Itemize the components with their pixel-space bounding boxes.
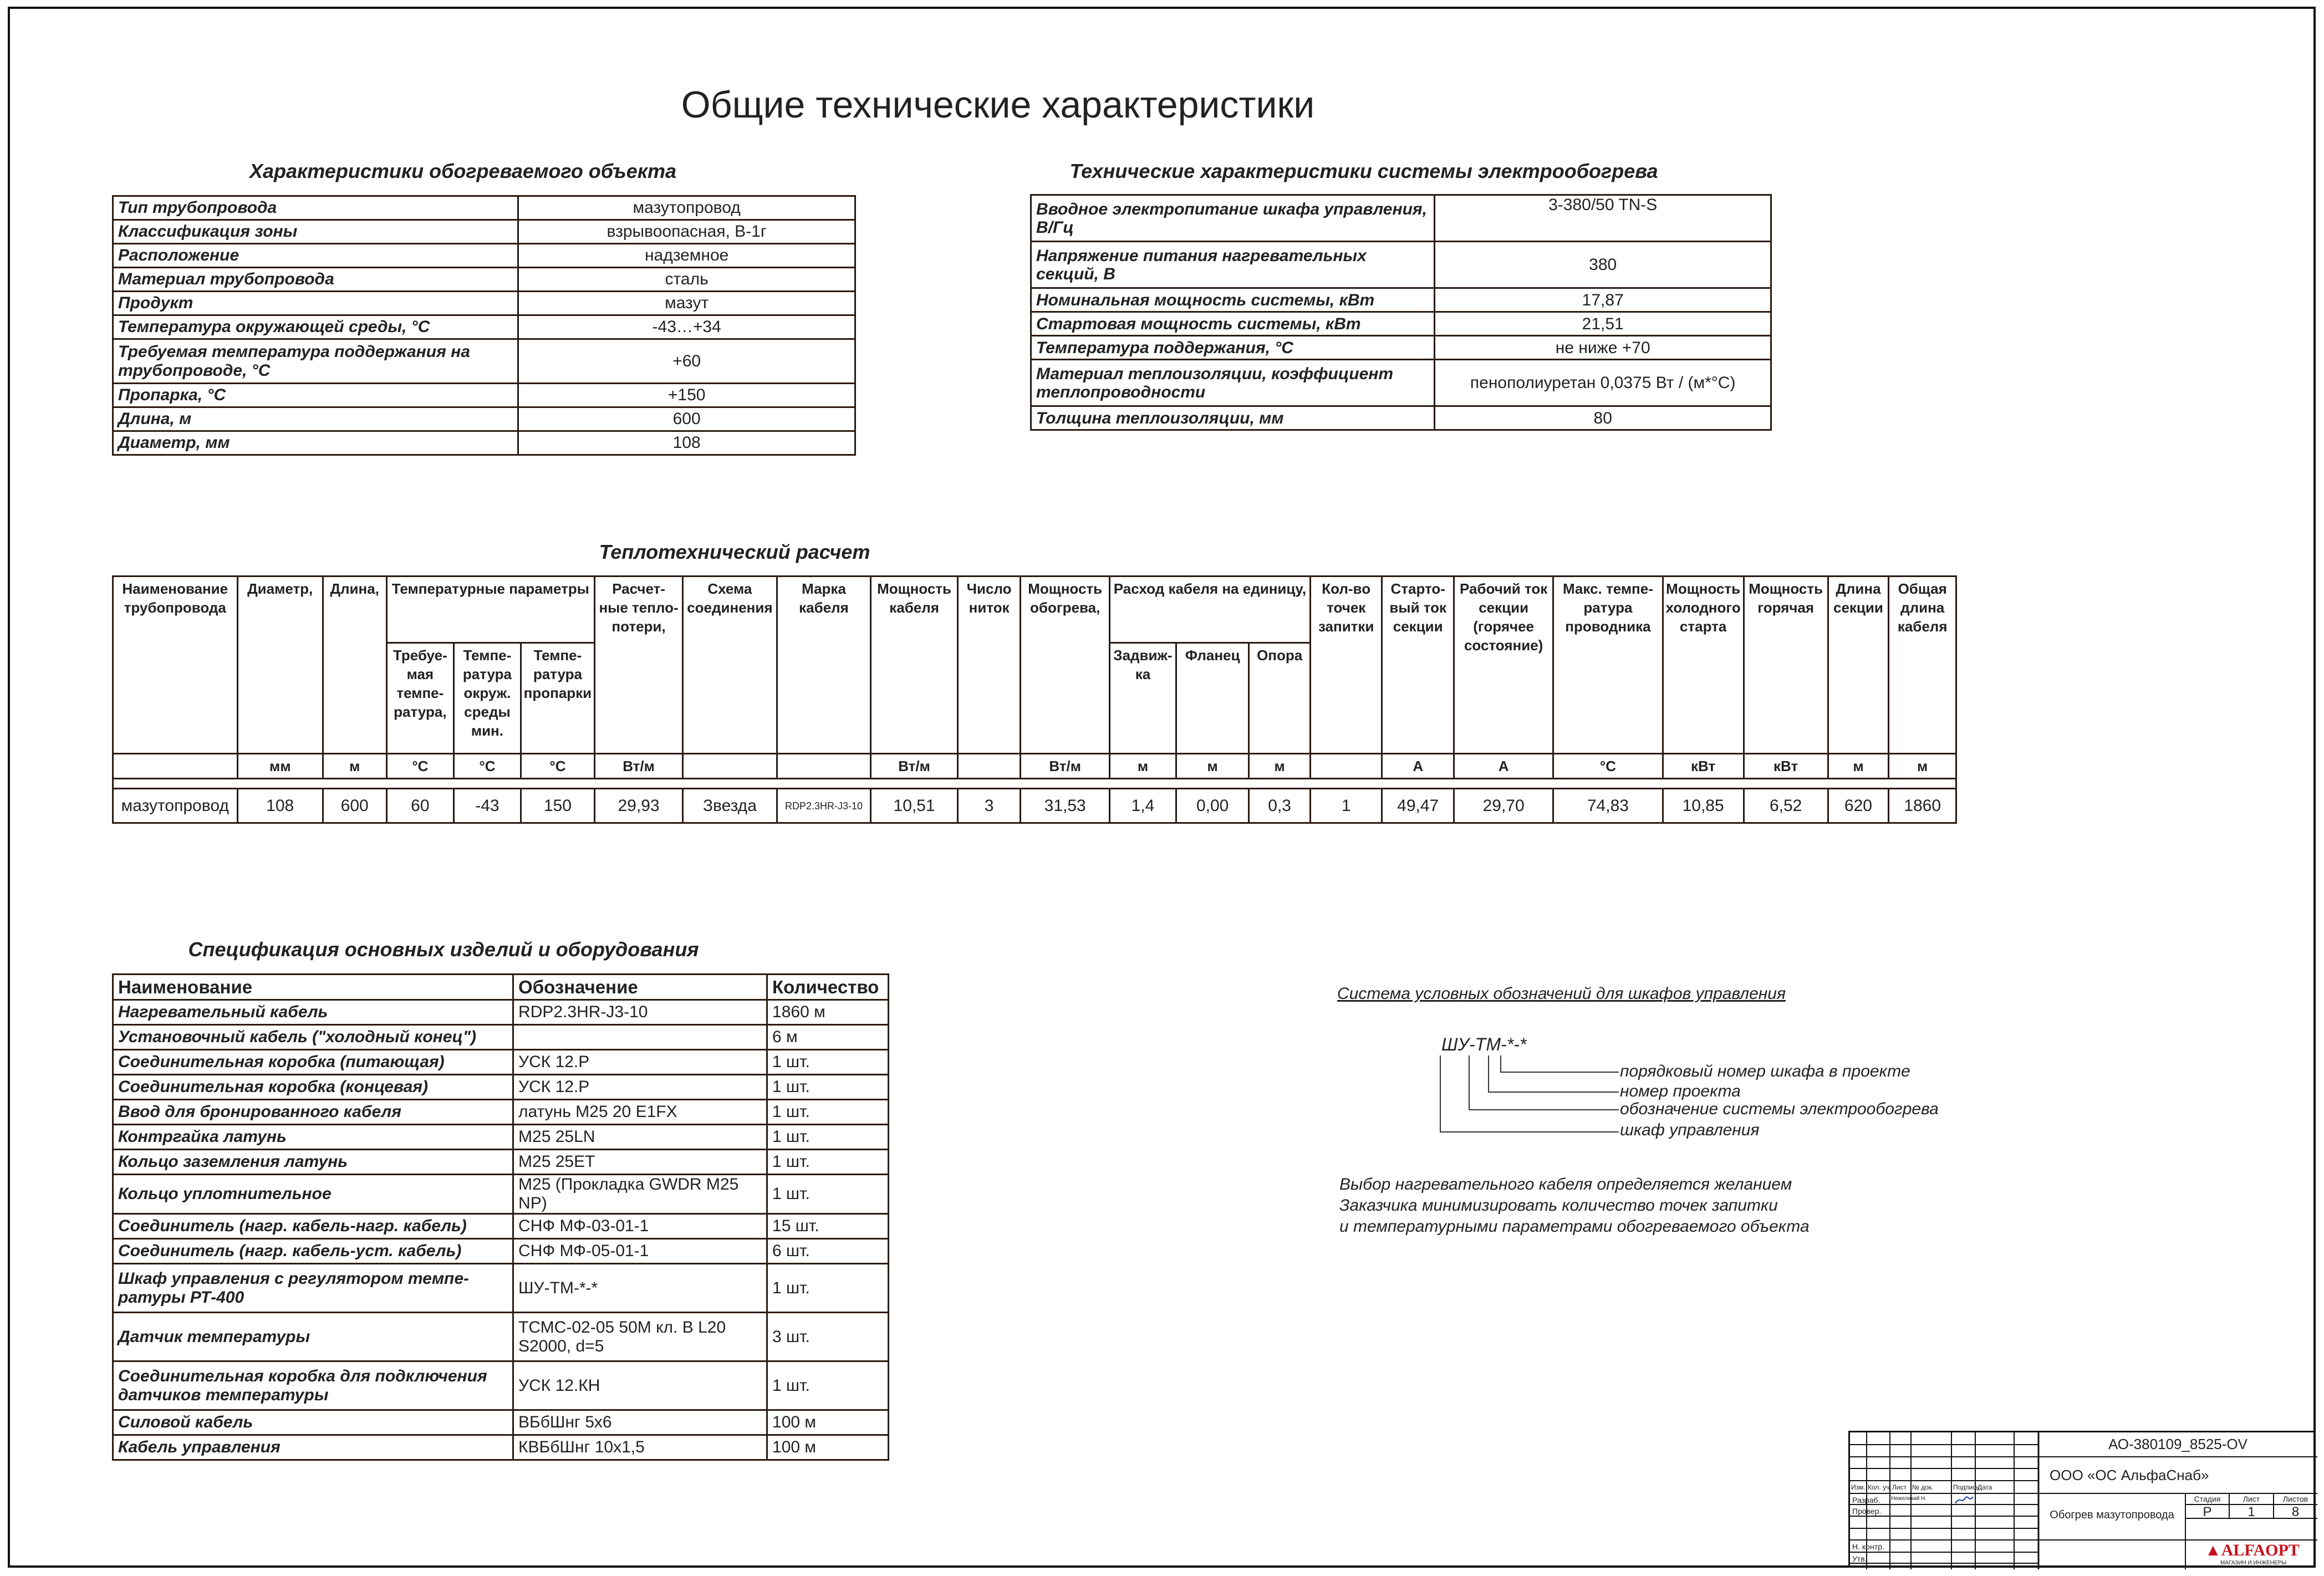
u-work-cur: А [1454, 754, 1553, 779]
table-row [113, 315, 855, 339]
u-threads [957, 754, 1020, 779]
spec-code: M25 25ET [513, 1150, 767, 1175]
table-row [113, 220, 855, 244]
row-value: надземное [518, 244, 855, 268]
row-value: не ниже +70 [1435, 336, 1771, 360]
table-row [113, 1175, 889, 1214]
cell-flange: 0,00 [1176, 789, 1248, 823]
spec-qty: 1860 м [767, 1000, 889, 1025]
legend-note-1: Выбор нагревательного кабеля определяется желанием [1339, 1175, 1792, 1194]
cell-start-cur: 49,47 [1382, 789, 1454, 823]
spec-name: Нагревательный кабель [113, 1000, 513, 1025]
cell-work-cur: 29,70 [1454, 789, 1553, 823]
row-value: 17,87 [1435, 288, 1771, 312]
h-brand: Марка кабеля [777, 577, 870, 754]
row-value: 380 [1435, 242, 1771, 288]
legend-leader-lines [1436, 1053, 1624, 1142]
row-label: Материал трубопровода [113, 268, 518, 292]
table-row [113, 1361, 889, 1410]
u-sec-len: м [1828, 754, 1889, 779]
object-heading: Характеристики обогреваемого объекта [249, 160, 677, 182]
h-work-cur: Рабочий ток секции (горячее состояние) [1454, 577, 1553, 754]
row-value: 3-380/50 TN-S [1435, 195, 1771, 242]
spec-name: Кабель управления [113, 1435, 513, 1460]
spec-name: Соединитель (нагр. кабель-нагр. кабель) [113, 1214, 513, 1239]
spec-name: Датчик температуры [113, 1313, 513, 1361]
col-izm: Изм. [1851, 1483, 1866, 1491]
cell-threads: 3 [957, 789, 1020, 823]
row-value: 108 [518, 431, 855, 455]
col-doc: № док. [1912, 1483, 1934, 1491]
cell-hot: 6,52 [1744, 789, 1828, 823]
cell-cpow: 10,51 [871, 789, 958, 823]
table-row [113, 1214, 889, 1239]
spec-code: УСК 12.КН [513, 1361, 767, 1410]
spec-name: Соединительная коробка для подключения датчиков температуры [113, 1361, 513, 1410]
u-scheme [682, 754, 777, 779]
table-row [113, 339, 855, 384]
spec-qty: 1 шт. [767, 1150, 889, 1175]
table-row [113, 1410, 889, 1435]
spec-code: УСК 12.Р [513, 1050, 767, 1075]
row-value: мазут [518, 292, 855, 315]
object-table [112, 195, 856, 456]
spec-code: латунь M25 20 E1FX [513, 1100, 767, 1125]
table-row [113, 1313, 889, 1361]
row-label: Диаметр, мм [113, 431, 518, 455]
legend-item-1: порядковый номер шкафа в проекте [1620, 1062, 1910, 1080]
table-row [1031, 312, 1771, 336]
spec-code: СНФ МФ-05-01-1 [513, 1239, 767, 1264]
spec-code [513, 1025, 767, 1050]
u-support: м [1249, 754, 1311, 779]
h-points: Кол-во точек запитки [1310, 577, 1382, 754]
logo-text: ALFAOPT [2221, 1541, 2300, 1559]
spec-name: Контргайка латунь [113, 1125, 513, 1150]
col-kol: Кол. уч. [1868, 1483, 1892, 1491]
spec-code: RDP2.3HR-J3-10 [513, 1000, 767, 1025]
u-len: м [323, 754, 386, 779]
u-points [1310, 754, 1382, 779]
spec-code: M25 (Прокладка GWDR M25 NP) [513, 1175, 767, 1214]
table-row [113, 1025, 889, 1050]
spec-code: УСК 12.Р [513, 1075, 767, 1100]
row-value: -43…+34 [518, 315, 855, 339]
u-max-t: °С [1553, 754, 1663, 779]
u-valve: м [1109, 754, 1176, 779]
table-row [113, 1125, 889, 1150]
cell-total: 1860 [1889, 789, 1956, 823]
company-name: ООО «ОС АльфаСнаб» [2050, 1467, 2209, 1483]
u-flange: м [1176, 754, 1248, 779]
stage-value: Р [2203, 1504, 2212, 1519]
table-row [113, 1239, 889, 1264]
row-label: Напряжение питания нагревательных секций, В [1031, 242, 1435, 288]
u-t-steam: °С [521, 754, 595, 779]
h-cold: Мощность холодного старта [1663, 577, 1744, 754]
h-hpow: Мощность обогрева, [1021, 577, 1110, 754]
cell-t-env: -43 [454, 789, 521, 823]
spec-col-qty: Количество [767, 975, 889, 1000]
h-support: Опора [1249, 643, 1311, 754]
developer-name: Нежелякий Н. [1891, 1496, 1927, 1502]
sheets-value: 8 [2291, 1504, 2300, 1519]
cell-len: 600 [323, 789, 386, 823]
u-cold: кВт [1663, 754, 1744, 779]
page-title: Общие технические характеристики [681, 84, 1315, 126]
spec-code: ШУ-ТМ-*-* [513, 1264, 767, 1313]
row-label: Вводное электропитание шкафа управления, В/Гц [1031, 195, 1435, 242]
calc-table [112, 575, 1957, 824]
logo-subtitle: МАГАЗИН И ИНЖЕНЕРЫ [2220, 1560, 2287, 1566]
spec-code: КВБбШнг 10х1,5 [513, 1435, 767, 1460]
h-cpow: Мощность кабеля [871, 577, 958, 754]
spec-code: ТСМС-02-05 50М кл. В L20 S2000, d=5 [513, 1313, 767, 1361]
spec-qty: 6 м [767, 1025, 889, 1050]
spec-qty: 1 шт. [767, 1050, 889, 1075]
u-t-req: °С [386, 754, 454, 779]
spec-name: Ввод для бронированного кабеля [113, 1100, 513, 1125]
spec-name: Силовой кабель [113, 1410, 513, 1435]
row-label: Температура окружающей среды, °С [113, 315, 518, 339]
spacer-row [113, 779, 1956, 789]
legend-item-4: шкаф управления [1620, 1121, 1760, 1139]
spec-col-code: Обозначение [513, 975, 767, 1000]
role-dev: Разраб. [1852, 1496, 1880, 1504]
table-row [1031, 195, 1771, 242]
h-valve: Задвиж- ка [1109, 643, 1176, 754]
table-row [113, 1435, 889, 1460]
row-label: Температура поддержания, °С [1031, 336, 1435, 360]
row-value: мазутопровод [518, 196, 855, 220]
role-check: Провер. [1852, 1507, 1882, 1516]
row-value: 80 [1435, 406, 1771, 430]
system-table [1030, 194, 1772, 431]
u-name [113, 754, 238, 779]
doc-code: АО-380109_8525-OV [2108, 1436, 2247, 1452]
spec-qty: 3 шт. [767, 1313, 889, 1361]
row-value: +150 [518, 384, 855, 407]
table-row [1031, 288, 1771, 312]
table-row [113, 789, 1956, 823]
project-name: Обогрев мазутопровода [2050, 1509, 2174, 1521]
table-row [113, 268, 855, 292]
legend-code: ШУ-ТМ-*-* [1441, 1034, 1527, 1054]
sheets-label: Листов [2282, 1495, 2308, 1503]
spec-qty: 100 м [767, 1410, 889, 1435]
row-value: взрывоопасная, В-1г [518, 220, 855, 244]
h-t-req: Требуе- мая темпе- ратура, [386, 643, 454, 754]
row-label: Толщина теплоизоляции, мм [1031, 406, 1435, 430]
sheet-value: 1 [2247, 1504, 2255, 1519]
legend-note-2: Заказчика минимизировать количество точек запитки [1339, 1196, 1778, 1215]
h-name: Наименование трубопровода [113, 577, 238, 754]
calc-heading: Теплотехнический расчет [599, 540, 870, 563]
u-hpow: Вт/м [1021, 754, 1110, 779]
table-row [1031, 406, 1771, 430]
table-row [113, 1264, 889, 1313]
spec-qty: 100 м [767, 1435, 889, 1460]
table-row [1031, 336, 1771, 360]
row-value: 21,51 [1435, 312, 1771, 336]
h-flange: Фланец [1176, 643, 1248, 754]
spec-table [112, 973, 889, 1461]
sheet-label: Лист [2243, 1495, 2260, 1503]
col-list: Лист [1892, 1483, 1907, 1491]
role-approve: Утв. [1852, 1554, 1867, 1563]
cell-hpow: 31,53 [1021, 789, 1110, 823]
table-row [113, 244, 855, 268]
row-label: Требуемая температура поддержания на трубопроводе, °С [113, 339, 518, 384]
spec-heading: Спецификация основных изделий и оборудования [188, 938, 699, 961]
row-value: 600 [518, 407, 855, 431]
u-start-cur: А [1382, 754, 1454, 779]
row-value: пенополиуретан 0,0375 Вт / (м*°С) [1435, 360, 1771, 406]
spec-qty: 1 шт. [767, 1125, 889, 1150]
h-len: Длина, [323, 577, 386, 754]
h-t-steam: Темпе- ратура пропарки [521, 643, 595, 754]
table-row [113, 1150, 889, 1175]
h-loss: Расчет- ные тепло- потери, [595, 577, 683, 754]
cell-cold: 10,85 [1663, 789, 1744, 823]
cell-support: 0,3 [1249, 789, 1311, 823]
cell-max-t: 74,83 [1553, 789, 1663, 823]
cell-name: мазутопровод [113, 789, 238, 823]
u-diam: мм [237, 754, 323, 779]
spec-name: Кольцо заземления латунь [113, 1150, 513, 1175]
spec-name: Соединительная коробка (концевая) [113, 1075, 513, 1100]
h-max-t: Макс. темпе- ратура проводника [1553, 577, 1663, 754]
cell-brand: RDP2.3HR-J3-10 [777, 789, 870, 823]
table-row [1031, 360, 1771, 406]
col-sign: Подпись [1953, 1483, 1980, 1491]
cell-t-req: 60 [386, 789, 454, 823]
h-threads: Число ниток [957, 577, 1020, 754]
h-scheme: Схема соединения [682, 577, 777, 754]
h-start-cur: Старто- вый ток секции [1382, 577, 1454, 754]
cell-sec-len: 620 [1828, 789, 1889, 823]
table-row [113, 1050, 889, 1075]
row-value: +60 [518, 339, 855, 384]
table-row [1031, 242, 1771, 288]
h-cons: Расход кабеля на единицу, [1109, 577, 1310, 643]
u-total: м [1889, 754, 1956, 779]
spec-col-name: Наименование [113, 975, 513, 1000]
h-hot: Мощность горячая [1744, 577, 1828, 754]
row-label: Номинальная мощность системы, кВт [1031, 288, 1435, 312]
table-row [113, 196, 855, 220]
table-row [113, 431, 855, 455]
cell-t-steam: 150 [521, 789, 595, 823]
table-row [113, 384, 855, 407]
role-norm: Н. контр. [1852, 1542, 1884, 1551]
table-row [113, 1000, 889, 1025]
u-t-env: °С [454, 754, 521, 779]
u-cpow: Вт/м [871, 754, 958, 779]
cell-valve: 1,4 [1109, 789, 1176, 823]
spec-name: Шкаф управления с регулятором темпе- ратуры РТ-400 [113, 1264, 513, 1313]
row-label: Пропарка, °С [113, 384, 518, 407]
row-value: сталь [518, 268, 855, 292]
legend-note-3: и температурными параметрами обогреваемого объекта [1339, 1217, 1810, 1236]
system-heading: Технические характеристики системы электрообогрева [1069, 160, 1658, 182]
spec-name: Соединитель (нагр. кабель-уст. кабель) [113, 1239, 513, 1264]
spec-name: Соединительная коробка (питающая) [113, 1050, 513, 1075]
legend-title: Система условных обозначений для шкафов управления [1337, 985, 1786, 1003]
spec-code: СНФ МФ-03-01-1 [513, 1214, 767, 1239]
spec-qty: 6 шт. [767, 1239, 889, 1264]
row-label: Классификация зоны [113, 220, 518, 244]
spec-qty: 1 шт. [767, 1175, 889, 1214]
spec-qty: 15 шт. [767, 1214, 889, 1239]
u-hot: кВт [1744, 754, 1828, 779]
spec-name: Кольцо уплотнительное [113, 1175, 513, 1214]
h-t-env: Темпе- ратура окруж. среды мин. [454, 643, 521, 754]
row-label: Длина, м [113, 407, 518, 431]
table-row [113, 1100, 889, 1125]
cell-diam: 108 [237, 789, 323, 823]
row-label: Продукт [113, 292, 518, 315]
cell-scheme: Звезда [682, 789, 777, 823]
legend-item-2: номер проекта [1620, 1082, 1741, 1100]
spec-qty: 1 шт. [767, 1361, 889, 1410]
table-row [113, 292, 855, 315]
row-label: Расположение [113, 244, 518, 268]
u-brand [777, 754, 870, 779]
spec-name: Установочный кабель ("холодный конец") [113, 1025, 513, 1050]
h-sec-len: Длина секции [1828, 577, 1889, 754]
cell-loss: 29,93 [595, 789, 683, 823]
h-total: Общая длина кабеля [1889, 577, 1956, 754]
h-temp: Температурные параметры [386, 577, 595, 643]
logo-mark-icon: ▲ [2205, 1541, 2221, 1559]
spec-code: M25 25LN [513, 1125, 767, 1150]
col-date: Дата [1978, 1483, 1992, 1491]
spec-qty: 1 шт. [767, 1100, 889, 1125]
row-label: Стартовая мощность системы, кВт [1031, 312, 1435, 336]
u-loss: Вт/м [595, 754, 683, 779]
row-label: Тип трубопровода [113, 196, 518, 220]
table-row [113, 407, 855, 431]
spec-code: ВБбШнг 5х6 [513, 1410, 767, 1435]
table-row [113, 1075, 889, 1100]
row-label: Материал теплоизоляции, коэффициент теплопроводности [1031, 360, 1435, 406]
signature-icon [1954, 1495, 1974, 1506]
cell-points: 1 [1310, 789, 1382, 823]
spec-qty: 1 шт. [767, 1075, 889, 1100]
company-logo [2205, 1541, 2300, 1560]
legend-item-3: обозначение системы электрообогрева [1620, 1100, 1939, 1118]
title-block [1848, 1431, 2316, 1568]
spec-qty: 1 шт. [767, 1264, 889, 1313]
h-diam: Диаметр, [237, 577, 323, 754]
stage-label: Стадия [2194, 1495, 2221, 1503]
